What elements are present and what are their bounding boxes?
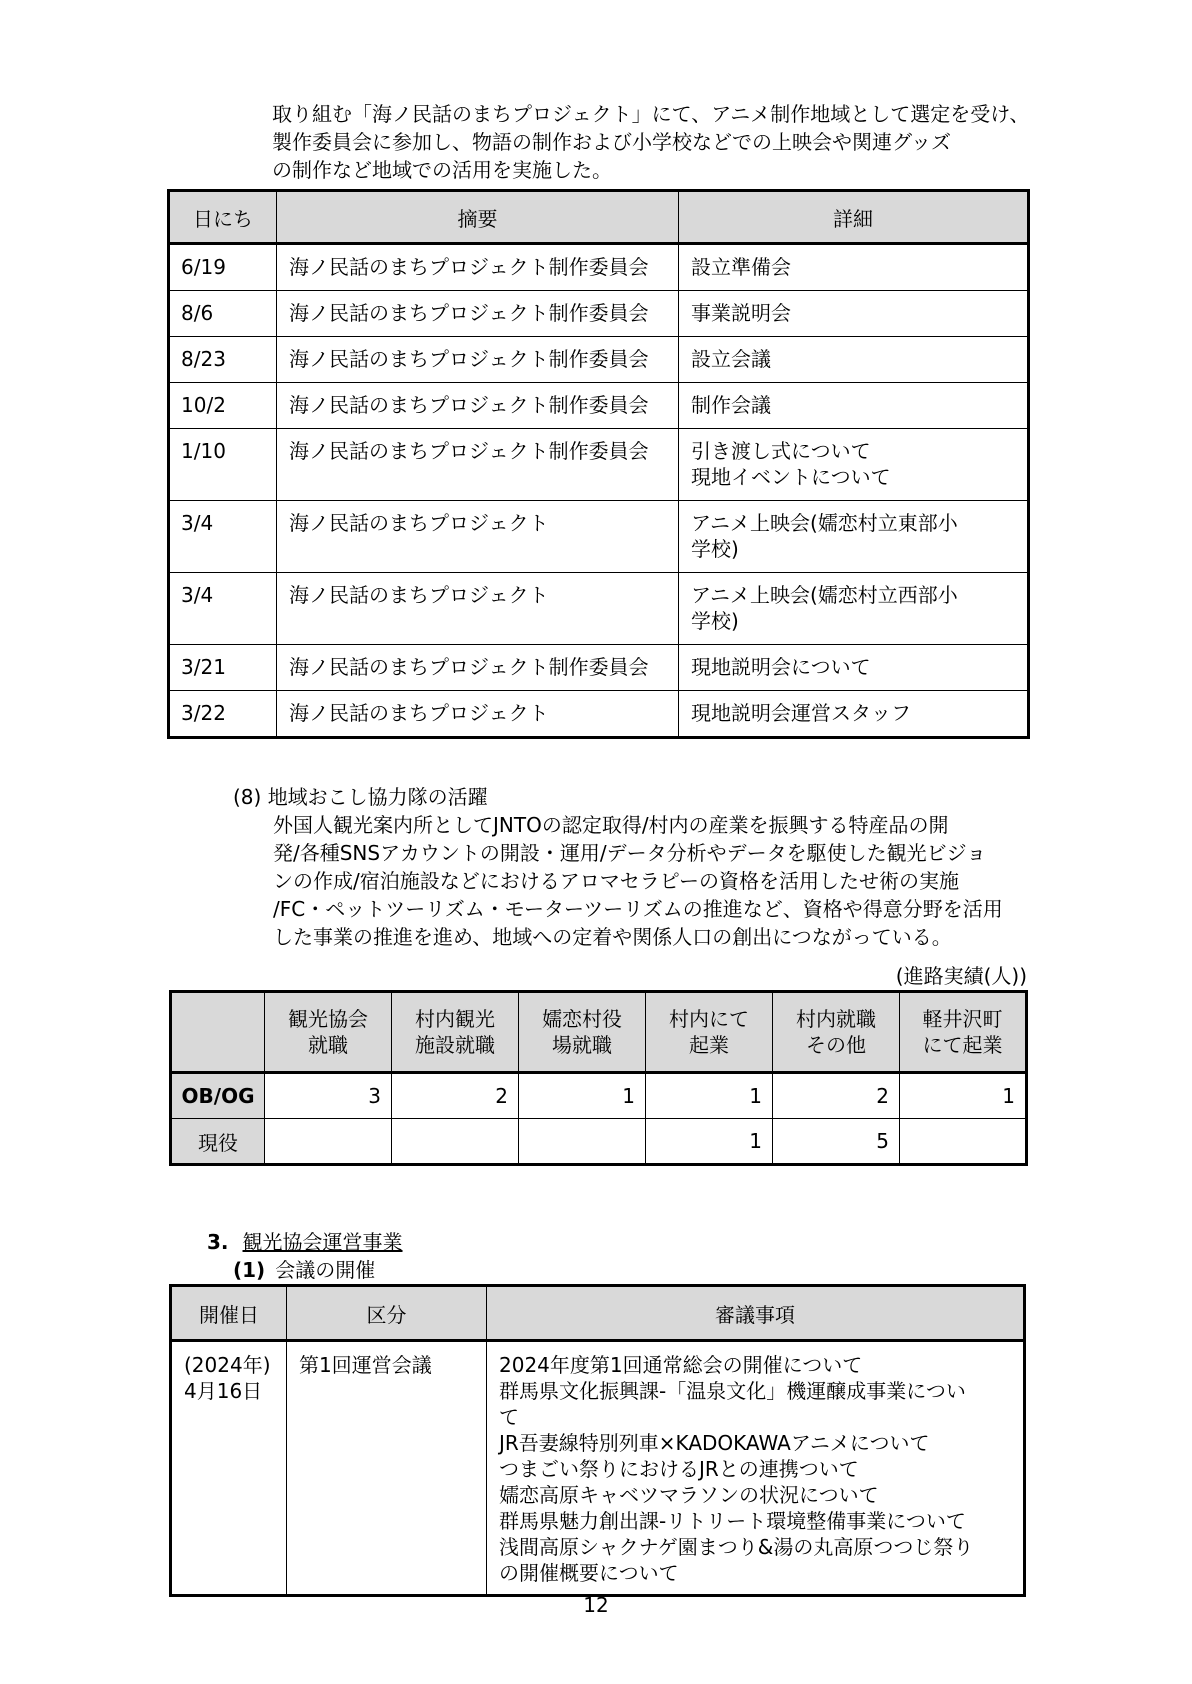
schedule-row bbox=[169, 429, 1029, 501]
schedule-detail bbox=[679, 501, 1029, 573]
schedule-summary: 海ノ民話のまちプロジェクト制作委員会 bbox=[277, 337, 679, 383]
intro-line: の制作など地域での活用を実施した。 bbox=[272, 158, 612, 182]
schedule-date: 6/19 bbox=[169, 244, 277, 291]
intro-line: 取り組む「海ノ民話のまちプロジェクト」にて、アニメ制作地域として選定を受け、 bbox=[272, 102, 1030, 126]
schedule-date: 3/4 bbox=[169, 501, 277, 573]
schedule-date: 3/4 bbox=[169, 573, 277, 645]
schedule-detail bbox=[679, 691, 1029, 738]
section-8-line: ンの作成/宿泊施設などにおけるアロマセラピーの資格を活用したせ術の実施 bbox=[273, 869, 959, 893]
schedule-row bbox=[169, 383, 1029, 429]
agenda-item: 群馬県魅力創出課-リトリート環境整備事業について bbox=[499, 1509, 966, 1533]
meeting-date: (2024年) 4月16日 bbox=[171, 1341, 287, 1596]
schedule-date: 10/2 bbox=[169, 383, 277, 429]
unit-note: (進路実績(人)) bbox=[895, 964, 1027, 988]
agenda-item: 浅間高原シャクナゲ園まつり&湯の丸高原つつじ祭り bbox=[499, 1535, 974, 1559]
career-header: 観光協会 就職 bbox=[265, 992, 392, 1073]
section-8-body bbox=[233, 811, 1033, 951]
schedule-date: 8/23 bbox=[169, 337, 277, 383]
column-header-summary: 摘要 bbox=[277, 191, 679, 244]
section-8-line: した事業の推進を進め、地域への定着や関係人口の創出につながっている。 bbox=[273, 925, 952, 949]
schedule-summary: 海ノ民話のまちプロジェクト制作委員会 bbox=[277, 291, 679, 337]
schedule-date: 8/6 bbox=[169, 291, 277, 337]
schedule-summary: 海ノ民話のまちプロジェクト制作委員会 bbox=[277, 244, 679, 291]
column-header-date: 開催日 bbox=[171, 1286, 287, 1341]
schedule-summary: 海ノ民話のまちプロジェクト bbox=[277, 501, 679, 573]
schedule-detail-line: アニメ上映会(嬬恋村立東部小 bbox=[691, 511, 958, 535]
schedule-detail bbox=[679, 573, 1029, 645]
schedule-detail-line: 現地説明会運営スタッフ bbox=[691, 701, 911, 725]
career-value: 5 bbox=[773, 1119, 900, 1165]
intro-line: 製作委員会に参加し、物語の制作および小学校などでの上映会や関連グッズ bbox=[272, 130, 951, 154]
schedule-detail-line: 学校) bbox=[691, 609, 739, 633]
career-value: 2 bbox=[392, 1073, 519, 1119]
section-8-line: 外国人観光案内所としてJNTOの認定取得/村内の産業を振興する特産品の開 bbox=[273, 813, 949, 837]
schedule-header-row bbox=[169, 191, 1029, 244]
row-label: 現役 bbox=[171, 1119, 265, 1165]
career-value: 1 bbox=[519, 1073, 646, 1119]
schedule-date: 1/10 bbox=[169, 429, 277, 501]
career-value: 2 bbox=[773, 1073, 900, 1119]
schedule-date: 3/22 bbox=[169, 691, 277, 738]
career-row-current bbox=[171, 1119, 1027, 1165]
schedule-summary: 海ノ民話のまちプロジェクト制作委員会 bbox=[277, 383, 679, 429]
schedule-row bbox=[169, 691, 1029, 738]
career-header: 村内にて 起業 bbox=[646, 992, 773, 1073]
agenda-item: て bbox=[499, 1405, 519, 1429]
section-number: 3. bbox=[207, 1230, 229, 1254]
career-header: 嬬恋村役 場就職 bbox=[519, 992, 646, 1073]
meeting-header-row bbox=[171, 1286, 1025, 1341]
schedule-detail-line: 引き渡し式について bbox=[691, 439, 871, 463]
subsection-title: 会議の開催 bbox=[275, 1258, 376, 1282]
schedule-detail bbox=[679, 244, 1029, 291]
agenda-item: JR吾妻線特別列車×KADOKAWAアニメについて bbox=[499, 1431, 930, 1455]
schedule-summary: 海ノ民話のまちプロジェクト制作委員会 bbox=[277, 645, 679, 691]
meeting-row bbox=[171, 1341, 1025, 1596]
career-corner-cell bbox=[171, 992, 265, 1073]
agenda-item: 嬬恋高原キャベツマラソンの状況について bbox=[499, 1483, 879, 1507]
section-3-heading bbox=[207, 1226, 403, 1255]
agenda-item: の開催概要について bbox=[499, 1561, 679, 1585]
career-value: 1 bbox=[900, 1073, 1027, 1119]
column-header-category: 区分 bbox=[287, 1286, 487, 1341]
career-header-row bbox=[171, 992, 1027, 1073]
career-table bbox=[169, 990, 1028, 1166]
schedule-summary: 海ノ民話のまちプロジェクト bbox=[277, 573, 679, 645]
schedule-detail bbox=[679, 429, 1029, 501]
meeting-agenda bbox=[487, 1341, 1025, 1596]
section-8-line: /FC・ペットツーリズム・モーターツーリズムの推進など、資格や得意分野を活用 bbox=[273, 897, 1003, 921]
schedule-detail-line: 設立会議 bbox=[691, 347, 771, 371]
row-label: OB/OG bbox=[171, 1073, 265, 1119]
agenda-item: 2024年度第1回通常総会の開催について bbox=[499, 1353, 863, 1377]
subsection-number: (1) bbox=[233, 1258, 266, 1282]
section-8-line: 発/各種SNSアカウントの開設・運用/データ分析やデータを駆使した観光ビジョ bbox=[273, 841, 987, 865]
intro-paragraph bbox=[272, 100, 1032, 184]
schedule-detail-line: 現地説明会について bbox=[691, 655, 871, 679]
career-value bbox=[392, 1119, 519, 1165]
schedule-detail-line: 制作会議 bbox=[691, 393, 771, 417]
schedule-detail bbox=[679, 291, 1029, 337]
career-value bbox=[900, 1119, 1027, 1165]
schedule-row bbox=[169, 645, 1029, 691]
schedule-row bbox=[169, 573, 1029, 645]
section-title: 観光協会運営事業 bbox=[242, 1230, 403, 1254]
schedule-detail bbox=[679, 337, 1029, 383]
subsection-heading bbox=[233, 1254, 375, 1283]
meeting-category: 第1回運営会議 bbox=[287, 1341, 487, 1596]
section-8-heading: (8) 地域おこし協力隊の活躍 bbox=[233, 785, 488, 809]
schedule-row bbox=[169, 244, 1029, 291]
career-header: 村内就職 その他 bbox=[773, 992, 900, 1073]
section-8 bbox=[233, 783, 1033, 951]
schedule-detail bbox=[679, 645, 1029, 691]
career-value: 1 bbox=[646, 1119, 773, 1165]
schedule-date: 3/21 bbox=[169, 645, 277, 691]
schedule-row bbox=[169, 337, 1029, 383]
schedule-detail-line: 事業説明会 bbox=[691, 301, 791, 325]
schedule-summary: 海ノ民話のまちプロジェクト bbox=[277, 691, 679, 738]
schedule-detail-line: 現地イベントについて bbox=[691, 465, 891, 489]
schedule-detail-line: 設立準備会 bbox=[691, 255, 791, 279]
career-value: 1 bbox=[646, 1073, 773, 1119]
career-row-obog bbox=[171, 1073, 1027, 1119]
career-value bbox=[265, 1119, 392, 1165]
schedule-summary: 海ノ民話のまちプロジェクト制作委員会 bbox=[277, 429, 679, 501]
column-header-agenda: 審議事項 bbox=[487, 1286, 1025, 1341]
career-header: 村内観光 施設就職 bbox=[392, 992, 519, 1073]
column-header-detail: 詳細 bbox=[679, 191, 1029, 244]
schedule-body bbox=[169, 244, 1029, 738]
schedule-row bbox=[169, 291, 1029, 337]
agenda-item: 群馬県文化振興課-「温泉文化」機運醸成事業につい bbox=[499, 1379, 966, 1403]
schedule-detail-line: アニメ上映会(嬬恋村立西部小 bbox=[691, 583, 958, 607]
career-header: 軽井沢町 にて起業 bbox=[900, 992, 1027, 1073]
meeting-table bbox=[169, 1284, 1026, 1597]
schedule-row bbox=[169, 501, 1029, 573]
column-header-date: 日にち bbox=[169, 191, 277, 244]
agenda-item: つまごい祭りにおけるJRとの連携ついて bbox=[499, 1457, 859, 1481]
schedule-table bbox=[167, 189, 1030, 739]
schedule-detail-line: 学校) bbox=[691, 537, 739, 561]
career-value: 3 bbox=[265, 1073, 392, 1119]
schedule-detail bbox=[679, 383, 1029, 429]
career-value bbox=[519, 1119, 646, 1165]
page-number: 12 bbox=[583, 1593, 609, 1617]
